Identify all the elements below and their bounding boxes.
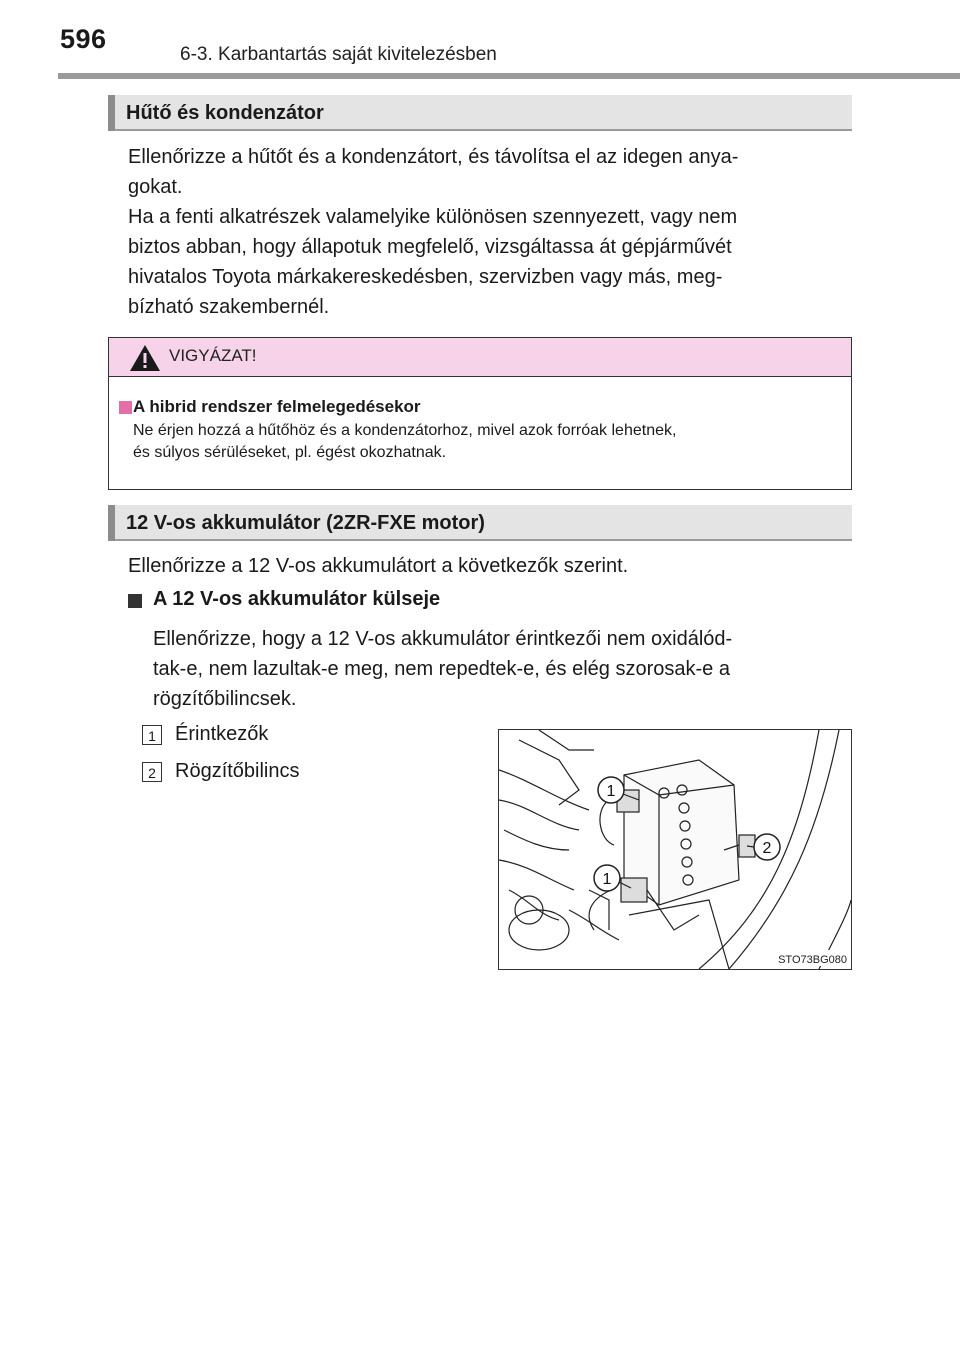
caution-body xyxy=(133,420,833,464)
section-heading-text: 12 V-os akkumulátor (2ZR-FXE motor) xyxy=(126,512,485,534)
engine-bay-drawing xyxy=(499,730,851,969)
caution-box xyxy=(108,337,852,490)
text-line: hivatalos Toyota márkakereskedésben, szervizben vagy más, meg- xyxy=(128,266,723,288)
chapter-title: 6-3. Karbantartás saját kivitelezésben xyxy=(180,44,497,65)
caution-header xyxy=(109,338,851,377)
text-line: gokat. xyxy=(128,176,183,198)
subsection-paragraph xyxy=(153,624,852,714)
heading-bar xyxy=(108,95,115,131)
section-heading-battery xyxy=(108,505,852,541)
bullet-square-icon xyxy=(128,594,142,608)
caution-label: VIGYÁZAT! xyxy=(169,346,257,365)
section1-paragraph xyxy=(128,142,852,322)
text-line: biztos abban, hogy állapotuk megfelelő, vizsgáltassa át gépjárművét xyxy=(128,236,732,258)
warning-icon xyxy=(129,344,161,372)
text-line: Ellenőrizze, hogy a 12 V-os akkumulátor érintkezői nem oxidálód- xyxy=(153,628,733,650)
header-rule xyxy=(58,73,960,79)
bullet-square-icon xyxy=(119,401,132,414)
text-line: tak-e, nem lazultak-e meg, nem repedtek-e, és elég szorosak-e a xyxy=(153,658,730,680)
page-number: 596 xyxy=(60,24,107,54)
battery-illustration xyxy=(498,729,852,970)
caution-title: A hibrid rendszer felmelegedésekor xyxy=(133,397,421,416)
callout-1a-number: 1 xyxy=(606,783,616,800)
callout-2-number: 2 xyxy=(762,840,772,857)
section-heading-radiator xyxy=(108,95,852,131)
text-line: Ne érjen hozzá a hűtőhöz és a kondenzátorhoz, mivel azok forróak lehetnek, xyxy=(133,422,677,439)
text-line: bízható szakembernél. xyxy=(128,296,330,318)
text-line: Ellenőrizze a hűtőt és a kondenzátort, és távolítsa el az idegen anya- xyxy=(128,146,739,168)
legend-number-1: 1 xyxy=(142,725,162,745)
legend-label-2: Rögzítőbilincs xyxy=(175,760,300,782)
text-line: rögzítőbilincsek. xyxy=(153,688,297,710)
text-line: és súlyos sérüléseket, pl. égést okozhatnak. xyxy=(133,444,447,461)
callout-1b-number: 1 xyxy=(602,871,612,888)
section2-intro: Ellenőrizze a 12 V-os akkumulátort a következők szerint. xyxy=(128,555,629,577)
heading-bar xyxy=(108,505,115,541)
legend-label-1: Érintkezők xyxy=(175,723,269,745)
subsection-title: A 12 V-os akkumulátor külseje xyxy=(153,588,441,610)
legend-number-2: 2 xyxy=(142,762,162,782)
figure-code: STO73BG080 xyxy=(778,954,847,966)
section-heading-text: Hűtő és kondenzátor xyxy=(126,102,324,124)
text-line: Ha a fenti alkatrészek valamelyike különösen szennyezett, vagy nem xyxy=(128,206,738,228)
